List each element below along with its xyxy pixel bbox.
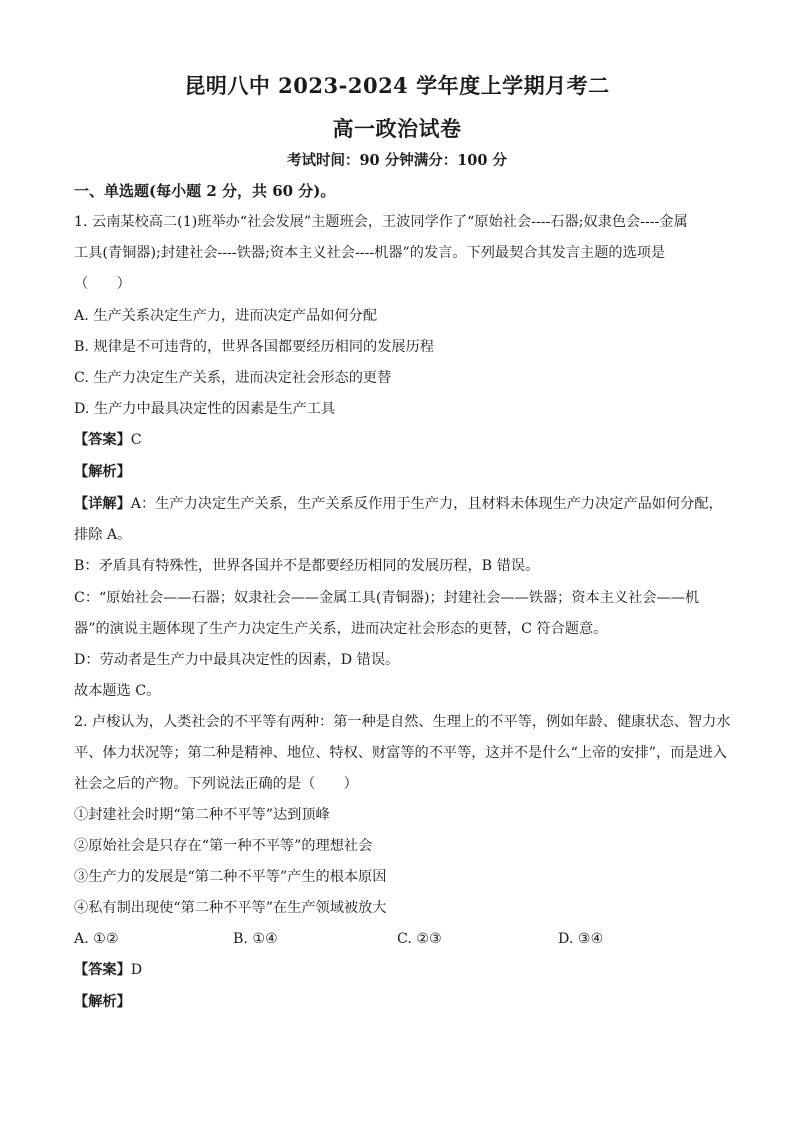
- q2-statement-1: ①封建社会时期“第二种不平等”达到顶峰: [74, 807, 330, 823]
- section-heading: 一、单选题(每小题 2 分，共 60 分)。: [74, 182, 336, 200]
- q1-stem-line-2: 工具(青铜器);封建社会----铁器;资本主义社会----机器”的发言。下列最契合其发言主题的选项是: [74, 245, 666, 261]
- q2-analysis-line: [74, 992, 131, 1012]
- q2-stem-line-1: 2. 卢梭认为，人类社会的不平等有两种：第一种是自然、生理上的不平等，例如年龄、健康状态、智力水: [74, 714, 731, 730]
- q1-detail-line-4: C：“原始社会——石器；奴隶社会——金属工具(青铜器)；封建社会——铁器；资本主义社会——机: [74, 590, 700, 606]
- q1-detail-line-3: B：矛盾具有特殊性，世界各国并不是都要经历相同的发展历程，B 错误。: [74, 558, 540, 574]
- q1-option-a: A. 生产关系决定生产力，进而决定产品如何分配: [74, 308, 378, 324]
- q1-detail-line-5: 器”的演说主题体现了生产力决定生产关系，进而决定社会形态的更替，C 符合题意。: [74, 621, 608, 637]
- answer-tag: 【答案】: [74, 432, 131, 448]
- q2-stem-line-2: 平、体力状况等；第二种是精神、地位、特权、财富等的不平等，这并不是什么“上帝的安排”，而是进入: [74, 745, 727, 761]
- q2-statement-3: ③生产力的发展是“第二种不平等”产生的根本原因: [74, 869, 387, 885]
- q2-option-d: D. ③④: [558, 931, 604, 947]
- exam-title: 昆明八中 2023-2024 学年度上学期月考二: [184, 73, 610, 98]
- exam-time-info: 考试时间：90 分钟满分：100 分: [286, 152, 508, 169]
- q1-detail-line-2: 排除 A。: [74, 527, 132, 543]
- q2-answer-value: D: [130, 962, 143, 978]
- q2-answer-line: [74, 960, 142, 980]
- q2-option-a: A. ①②: [74, 931, 119, 947]
- exam-subtitle: 高一政治试卷: [332, 116, 462, 141]
- q1-stem-line-1: 1. 云南某校高二(1)班举办“社会发展”主题班会，王波同学作了“原始社会----石器;奴隶色会----金属: [74, 214, 688, 230]
- answer-tag: 【答案】: [74, 962, 131, 978]
- q1-conclusion: 故本题选 C。: [74, 683, 161, 699]
- q1-detail-line-1: [74, 494, 723, 514]
- q2-option-c: C. ②③: [397, 931, 442, 947]
- q2-statement-4: ④私有制出现使“第二种不平等”在生产领域被放大: [74, 900, 387, 916]
- q1-analysis-line: [74, 462, 131, 482]
- q2-statement-2: ②原始社会是只存在“第一种不平等”的理想社会: [74, 838, 373, 854]
- q2-option-b: B. ①④: [233, 931, 278, 947]
- analysis-tag: 【解析】: [74, 464, 131, 480]
- q1-stem-line-3: （ ）: [74, 276, 131, 292]
- q1-option-c: C. 生产力决定生产关系，进而决定社会形态的更替: [74, 370, 392, 386]
- q1-option-d: D. 生产力中最具决定性的因素是生产工具: [74, 401, 336, 417]
- q1-detail-line-6: D：劳动者是生产力中最具决定性的因素，D 错误。: [74, 652, 400, 668]
- q1-answer-line: [74, 430, 142, 450]
- q1-detail-text-1: A：生产力决定生产关系，生产关系反作用于生产力，且材料未体现生产力决定产品如何分配，: [130, 496, 723, 512]
- analysis-tag: 【解析】: [74, 994, 131, 1010]
- q1-answer-value: C: [130, 432, 142, 448]
- q2-stem-line-3: 社会之后的产物。下列说法正确的是（ ）: [74, 776, 358, 792]
- q1-option-b: B. 规律是不可违背的，世界各国都要经历相同的发展历程: [74, 339, 434, 355]
- detail-tag: 【详解】: [74, 496, 131, 512]
